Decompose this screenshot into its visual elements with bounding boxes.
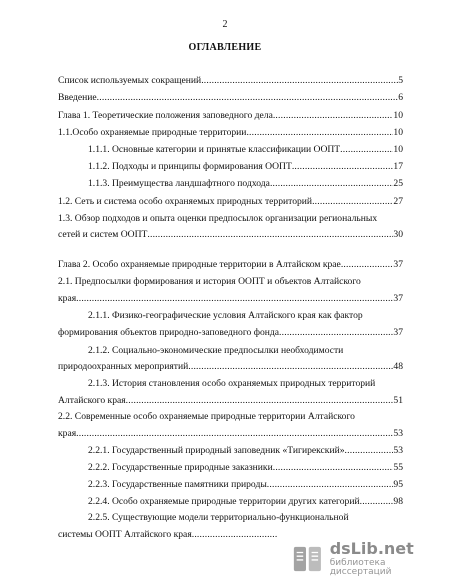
toc-entry[interactable] xyxy=(58,229,403,240)
toc-entry-text: 2.2.2. Государственные природные заказники xyxy=(88,462,273,473)
toc-entry-page: 30 xyxy=(393,229,403,240)
toc-entry-text: 2.2.4. Особо охраняемые природные территории других категорий xyxy=(88,496,360,507)
toc-entry-text: 2.2.1. Государственный природный заповедник «Тигирекский» xyxy=(88,445,345,456)
toc-leader xyxy=(201,75,398,86)
toc-entry-text: 1.3. Обзор подходов и опыта оценки предпосылок организации региональных xyxy=(58,213,378,224)
toc-entry-text: Алтайского края xyxy=(58,395,126,406)
toc-entry[interactable] xyxy=(88,178,403,189)
toc-entry-page: 55 xyxy=(393,462,403,473)
toc-entry-text: края xyxy=(58,293,77,304)
toc-entry-text: края xyxy=(58,428,77,439)
toc-leader xyxy=(267,479,394,490)
toc-entry-text: Глава 1. Теоретические положения заповедного дела xyxy=(58,110,273,121)
toc-leader xyxy=(345,445,394,456)
toc-entry[interactable] xyxy=(88,496,403,507)
toc-entry-text: 2.1.3. История становления особо охраняемых природных территорий xyxy=(88,378,376,389)
toc-entry[interactable] xyxy=(88,345,403,356)
toc-leader xyxy=(147,229,393,240)
toc-entry-text: Список используемых сокращений xyxy=(58,75,202,86)
page-number: 2 xyxy=(222,19,228,30)
toc-entry-page: 27 xyxy=(393,196,403,207)
toc-entry[interactable] xyxy=(58,395,403,406)
toc-leader xyxy=(312,196,393,207)
toc-entry-page: 53 xyxy=(393,428,403,439)
toc-entry[interactable] xyxy=(58,92,403,103)
toc-leader xyxy=(360,496,394,507)
toc-leader xyxy=(246,127,393,138)
toc-entry-page: 95 xyxy=(393,479,403,490)
toc-entry-text: Введение xyxy=(58,92,97,103)
toc-entry[interactable] xyxy=(58,127,403,138)
watermark xyxy=(292,539,442,577)
toc-entry-text: системы ООПТ Алтайского края xyxy=(58,529,192,540)
toc-leader xyxy=(292,161,394,172)
watermark-text xyxy=(330,541,442,577)
toc-entry[interactable] xyxy=(58,327,403,338)
toc-entry-text: 1.2. Сеть и система особо охраняемых природных территорий xyxy=(58,196,313,207)
toc-leader xyxy=(97,92,399,103)
toc-entry[interactable] xyxy=(88,310,403,321)
toc-leader xyxy=(76,428,393,439)
toc-entry[interactable] xyxy=(58,361,403,372)
toc-leader xyxy=(273,462,394,473)
toc-entry[interactable] xyxy=(58,196,403,207)
toc-entry-text: сетей и систем ООПТ xyxy=(58,229,148,240)
toc-entry[interactable] xyxy=(58,259,403,270)
toc-entry-text: 1.1.Особо охраняемые природные территории xyxy=(58,127,247,138)
toc-leader xyxy=(188,361,393,372)
toc-entry[interactable] xyxy=(58,529,278,540)
toc-entry[interactable] xyxy=(58,276,403,287)
toc-entry-page: 17 xyxy=(393,161,403,172)
toc-entry-page: 37 xyxy=(393,259,403,270)
watermark-tagline: библиотека диссертаций xyxy=(329,558,392,577)
toc-entry-page: 6 xyxy=(398,92,403,103)
toc-entry[interactable] xyxy=(88,445,403,456)
toc-leader xyxy=(273,110,394,121)
toc-entry[interactable] xyxy=(58,428,403,439)
toc-entry[interactable] xyxy=(58,213,403,224)
toc-entry-text: 2.2. Современные особо охраняемые природные территории Алтайского xyxy=(58,411,355,422)
toc-leader xyxy=(76,293,393,304)
toc-entry-text: 1.1.3. Преимущества ландшафтного подхода xyxy=(88,178,270,189)
toc-entry-text: 2.1. Предпосылки формирования и история ООПТ и объектов Алтайского xyxy=(58,276,361,287)
toc-entry[interactable] xyxy=(58,293,403,304)
toc-entry-text: 1.1.2. Подходы и принципы формирования ООПТ xyxy=(88,161,292,172)
toc-entry-page: 51 xyxy=(393,395,403,406)
toc-entry[interactable] xyxy=(88,479,403,490)
toc-entry-page: 10 xyxy=(393,127,403,138)
toc-entry[interactable] xyxy=(58,411,403,422)
document-title: ОГЛАВЛЕНИЕ xyxy=(188,42,262,53)
toc-entry-text: Глава 2. Особо охраняемые природные территории в Алтайском крае xyxy=(58,259,341,270)
toc-entry-page: 98 xyxy=(393,496,403,507)
toc-leader xyxy=(279,327,393,338)
toc-leader xyxy=(270,178,393,189)
toc-entry[interactable] xyxy=(88,144,403,155)
toc-entry[interactable] xyxy=(58,110,403,121)
toc-leader xyxy=(126,395,394,406)
toc-entry-page: 48 xyxy=(393,361,403,372)
toc-entry-page: 10 xyxy=(393,110,403,121)
toc-leader xyxy=(341,259,394,270)
toc-entry-text: 2.1.2. Социально-экономические предпосылки необходимости xyxy=(88,345,344,356)
toc-entry[interactable] xyxy=(58,75,403,86)
toc-leader xyxy=(192,529,278,540)
toc-entry-text: 2.1.1. Физико-географические условия Алтайского края как фактор xyxy=(88,310,363,321)
toc-leader xyxy=(340,144,393,155)
toc-entry-text: 2.2.5. Существующие модели территориально-функциональной xyxy=(88,512,349,523)
toc-entry-text: 1.1.1. Основные категории и принятые классификации ООПТ xyxy=(88,144,341,155)
toc-entry-text: формирования объектов природно-заповедного фонда xyxy=(58,327,280,338)
toc-entry-page: 5 xyxy=(398,75,403,86)
toc-entry-text: природоохранных мероприятий xyxy=(58,361,189,372)
watermark-brand: dsLib.net xyxy=(329,539,414,558)
toc-entry-page: 37 xyxy=(393,327,403,338)
toc-entry-text: 2.2.3. Государственные памятники природы xyxy=(88,479,267,490)
toc-entry-page: 25 xyxy=(393,178,403,189)
toc-entry[interactable] xyxy=(88,462,403,473)
toc-entry[interactable] xyxy=(88,512,403,523)
dslib-logo-icon xyxy=(292,542,324,576)
toc-entry-page: 53 xyxy=(393,445,403,456)
toc-entry-page: 10 xyxy=(393,144,403,155)
toc-entry[interactable] xyxy=(88,378,403,389)
toc-entry-page: 37 xyxy=(393,293,403,304)
toc-entry[interactable] xyxy=(88,161,403,172)
